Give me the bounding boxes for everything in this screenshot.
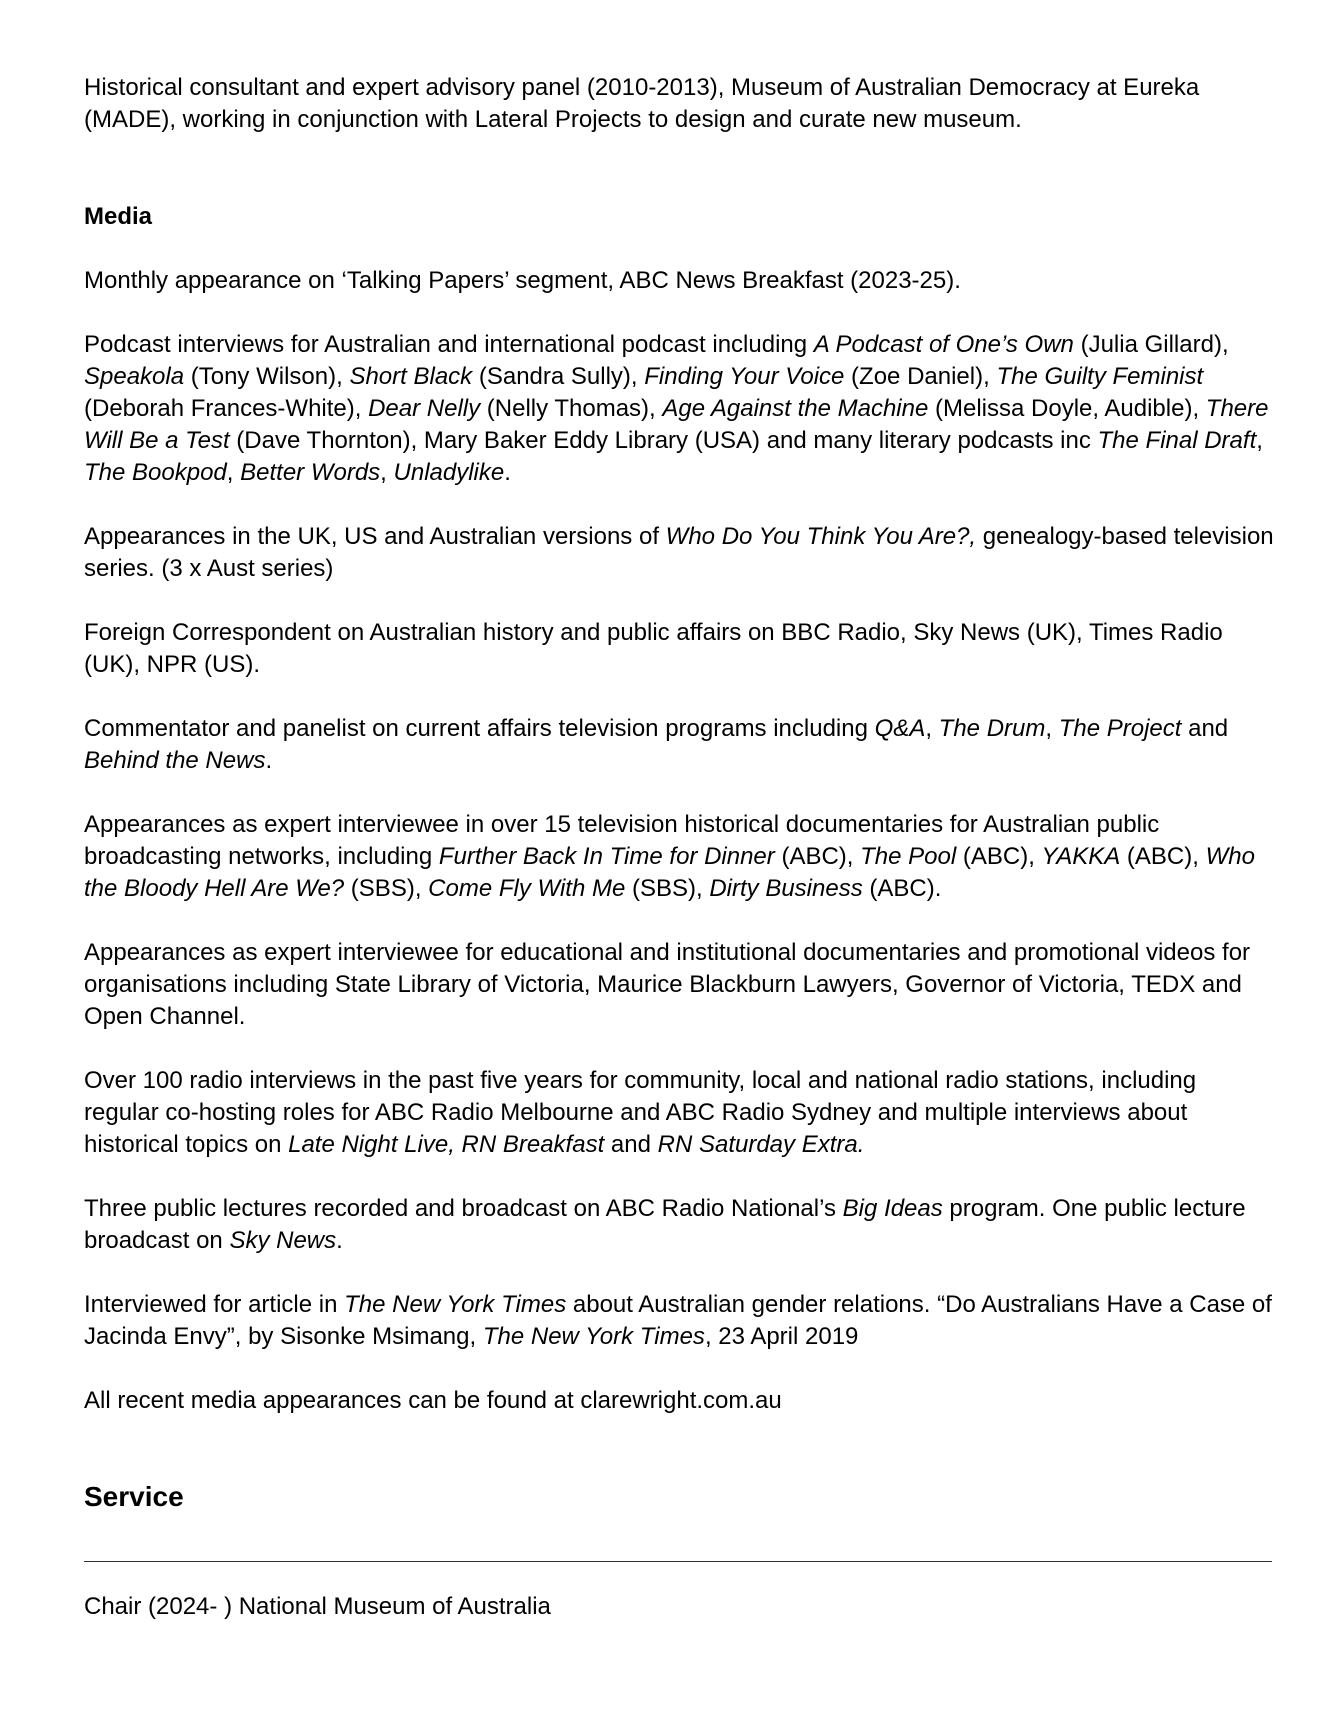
paragraph-podcasts: Podcast interviews for Australian and international podcast including A Podcast of One’s Own (Julia Gillard), Speakola (Tony Wilson), Short Black (Sandra Sully), Finding Your Voice (Zoe Daniel), The Guilty Feminist (Deborah Frances-White), Dear Nelly (Nelly Thomas), Age Against the Machine (Melissa Doyle, Audible), There Will Be a Test (Dave Thornton), Mary Baker Eddy Library (USA) and many literary podcasts inc The Final Draft, The Bookpod, Better Words, Unladylike. — [84, 331, 1269, 486]
paragraph-recent-media: All recent media appearances can be found at clarewright.com.au — [84, 1387, 782, 1414]
paragraph-public-lectures: Three public lectures recorded and broadcast on ABC Radio National’s Big Ideas program. One public lecture broadcast on Sky News. — [84, 1195, 1246, 1254]
paragraph-who-do-you-think-you-are: Appearances in the UK, US and Australian versions of Who Do You Think You Are?, genealogy-based television series. (3 x Aust series) — [84, 523, 1274, 582]
section-heading-service: Service — [84, 1481, 184, 1512]
section-divider — [84, 1561, 1272, 1562]
paragraph-new-york-times: Interviewed for article in The New York Times about Australian gender relations. “Do Australians Have a Case of Jacinda Envy”, by Sisonke Msimang, The New York Times, 23 April 2019 — [84, 1291, 1272, 1350]
paragraph-talking-papers: Monthly appearance on ‘Talking Papers’ segment, ABC News Breakfast (2023-25). — [84, 267, 961, 294]
paragraph-foreign-correspondent: Foreign Correspondent on Australian history and public affairs on BBC Radio, Sky News (UK), Times Radio (UK), NPR (US). — [84, 619, 1223, 678]
paragraph-commentator: Commentator and panelist on current affairs television programs including Q&A, The Drum, The Project and Behind the News. — [84, 715, 1229, 774]
paragraph-chair: Chair (2024- ) National Museum of Australia — [84, 1593, 551, 1620]
paragraph-radio-interviews: Over 100 radio interviews in the past five years for community, local and national radio stations, including regular co-hosting roles for ABC Radio Melbourne and ABC Radio Sydney and multiple interviews about historical topics on Late Night Live, RN Breakfast and RN Saturday Extra. — [84, 1067, 1197, 1158]
paragraph-documentaries: Appearances as expert interviewee in over 15 television historical documentaries for Australian public broadcasting networks, including Further Back In Time for Dinner (ABC), The Pool (ABC), YAKKA (ABC), Who the Bloody Hell Are We? (SBS), Come Fly With Me (SBS), Dirty Business (ABC). — [84, 811, 1255, 902]
section-heading-media: Media — [84, 203, 153, 230]
paragraph-consultant: Historical consultant and expert advisory panel (2010-2013), Museum of Australian Democracy at Eureka (MADE), working in conjunction with Lateral Projects to design and curate new museum. — [84, 74, 1200, 133]
paragraph-educational-documentaries: Appearances as expert interviewee for educational and institutional documentaries and promotional videos for organisations including State Library of Victoria, Maurice Blackburn Lawyers, Governor of Victoria, TEDX and Open Channel. — [84, 939, 1251, 1030]
